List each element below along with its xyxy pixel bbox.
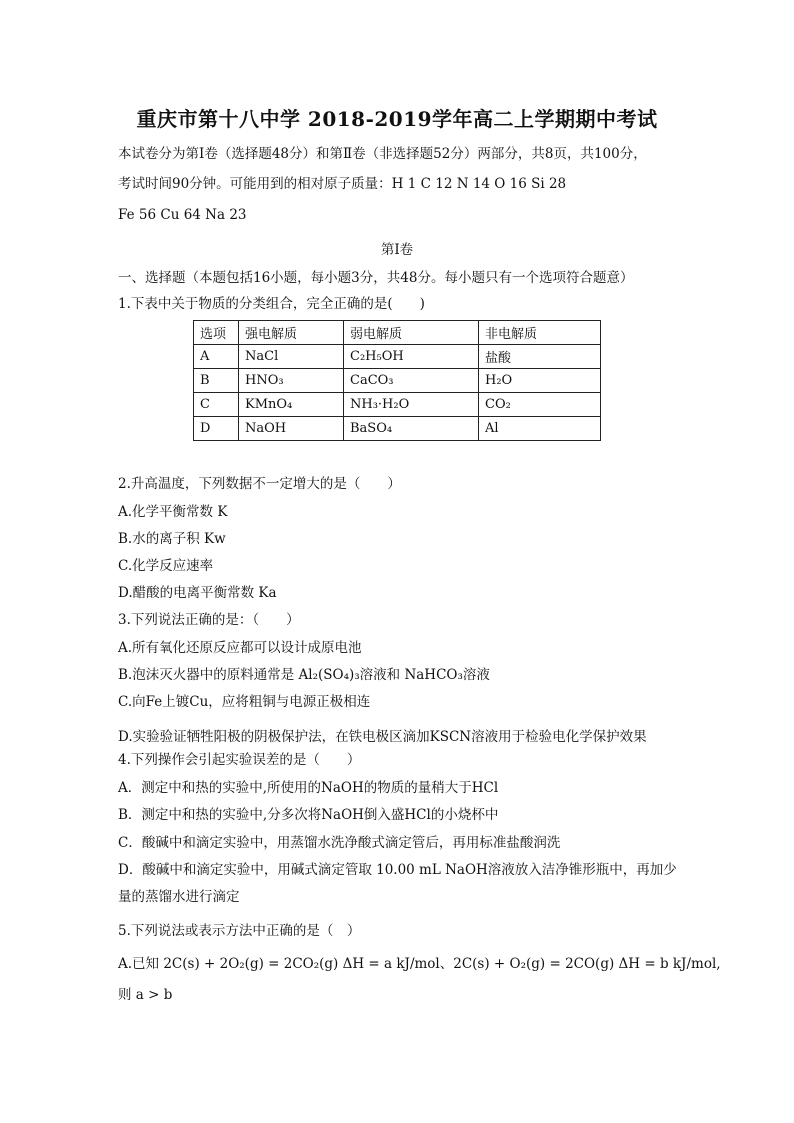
table-cell: H₂O [479,369,601,393]
classification-table [193,320,601,441]
table-header-cell: 强电解质 [239,321,344,345]
table-header-cell: 弱电解质 [344,321,479,345]
question-3-option-d: D.实验验证牺牲阳极的阴极保护法，在铁电极区滴加KSCN溶液用于检验电化学保护效果 [118,729,647,745]
intro-line-2: 考试时间90分钟。可能用到的相对原子质量：H 1 C 12 N 14 O 16 Si 28 [118,176,567,192]
question-5-option-a-cont: 则 a > b [118,987,173,1003]
page-title: 重庆市第十八中学 2018-2019学年高二上学期期中考试 [136,107,658,131]
question-3-option-a: A.所有氧化还原反应都可以设计成原电池 [118,640,362,656]
table-row [194,417,601,441]
section-heading: 一、选择题（本题包括16小题，每小题3分，共48分。每小题只有一个选项符合题意） [118,270,634,286]
table-header-cell: 选项 [194,321,239,345]
question-5-option-a: A.已知 2C(s) + 2O₂(g) = 2CO₂(g) ΔH = a kJ/mol、2C(s) + O₂(g) = 2CO(g) ΔH = b kJ/mol, [118,956,721,972]
question-1-stem: 1.下表中关于物质的分类组合，完全正确的是( ) [118,296,425,312]
table-header-row [194,321,601,345]
question-3-stem: 3.下列说法正确的是：（ ） [118,612,300,628]
intro-line-1: 本试卷分为第Ⅰ卷（选择题48分）和第Ⅱ卷（非选择题52分）两部分，共8页，共100分， [118,146,647,162]
table-cell: CaCO₃ [344,369,479,393]
table-row [194,369,601,393]
question-2-option-c: C.化学反应速率 [118,558,214,574]
question-4-option-d: D．酸碱中和滴定实验中，用碱式滴定管取 10.00 mL NaOH溶液放入洁净锥形瓶中，再加少 [118,862,677,878]
table-cell: KMnO₄ [239,393,344,417]
question-2-option-d: D.醋酸的电离平衡常数 Ka [118,585,277,601]
table-row [194,345,601,369]
table-cell: D [194,417,239,441]
table-cell: NaOH [239,417,344,441]
table-cell: BaSO₄ [344,417,479,441]
question-3-option-b: B.泡沫灭火器中的原料通常是 Al₂(SO₄)₃溶液和 NaHCO₃溶液 [118,667,490,683]
table-cell: 盐酸 [479,345,601,369]
table-cell: C₂H₅OH [344,345,479,369]
table-row [194,393,601,417]
table-cell: HNO₃ [239,369,344,393]
section-label: 第Ⅰ卷 [380,242,414,258]
question-3-option-c: C.向Fe上镀Cu，应将粗铜与电源正极相连 [118,694,371,710]
question-4-option-c: C．酸碱中和滴定实验中，用蒸馏水洗净酸式滴定管后，再用标准盐酸润洗 [118,835,561,851]
question-2-option-a: A.化学平衡常数 K [118,504,228,520]
table-cell: NaCl [239,345,344,369]
question-4-stem: 4.下列操作会引起实验误差的是（ ） [118,752,361,768]
table-cell: B [194,369,239,393]
table-cell: CO₂ [479,393,601,417]
question-2-stem: 2.升高温度，下列数据不一定增大的是（ ） [118,476,401,492]
question-2-option-b: B.水的离子积 Kw [118,531,226,547]
question-5-stem: 5.下列说法或表示方法中正确的是（ ） [118,923,361,939]
intro-line-3: Fe 56 Cu 64 Na 23 [118,207,247,223]
table-cell: A [194,345,239,369]
question-4-option-a: A．测定中和热的实验中,所使用的NaOH的物质的量稍大于HCl [118,780,499,796]
table-header-cell: 非电解质 [479,321,601,345]
table-cell: C [194,393,239,417]
question-4-option-d-cont: 量的蒸馏水进行滴定 [118,889,240,905]
table-cell: Al [479,417,601,441]
table-cell: NH₃·H₂O [344,393,479,417]
question-4-option-b: B．测定中和热的实验中,分多次将NaOH倒入盛HCl的小烧杯中 [118,807,499,823]
